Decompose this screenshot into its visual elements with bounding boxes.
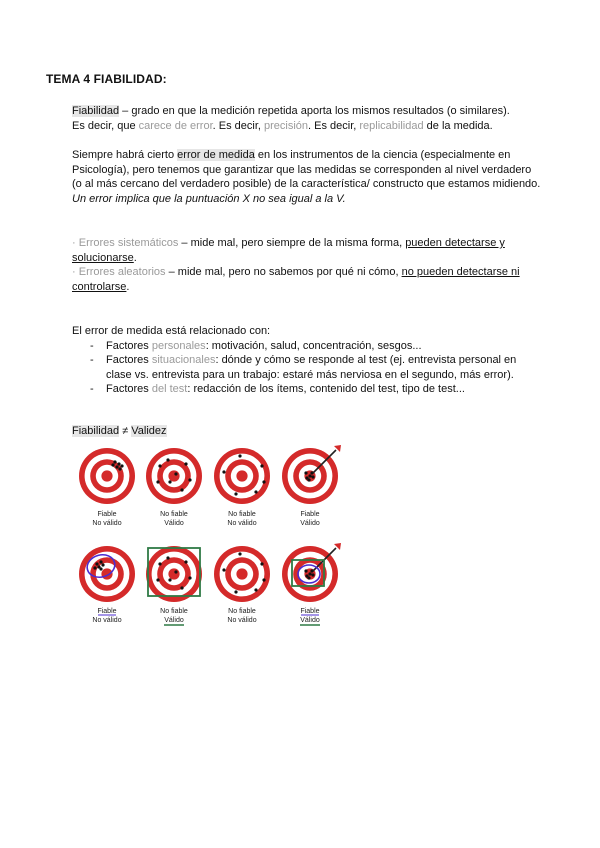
text-run: . Es decir, [212, 119, 264, 132]
text-run: : redacción de los ítems, contenido del test, tipo de test... [187, 383, 465, 395]
target-ring [168, 470, 179, 481]
target-label-validity: No válido [227, 520, 257, 527]
hit-dot [254, 588, 257, 591]
target-label-validity: No válido [92, 520, 122, 527]
targets-figure [72, 440, 352, 636]
target-label-validity: Válido [300, 520, 320, 527]
hit-dot [260, 562, 263, 565]
hit-dot [120, 464, 123, 467]
text-run: . Es decir, [308, 119, 360, 132]
hit-dot [222, 470, 225, 473]
hit-dot [184, 462, 187, 465]
text-run: en los instrumentos de la ciencia (especialmente en Psicología), pero tenemos que garantizar que las medidas se corresponden al nivel verdadero (o al más cercano del verdadero posible) de la característica/ constructo que estamos midiendo. [72, 149, 541, 190]
error-type-systematic [72, 236, 542, 265]
target-label-validity: No válido [227, 617, 257, 624]
term-error-de-medida: error de medida [177, 149, 255, 161]
target-label-reliability: Fiable [300, 511, 320, 518]
hit-dot [118, 467, 121, 470]
italic-note: Un error implica que la puntuación X no sea igual a la V. [72, 192, 346, 205]
target-label-reliability: No fiable [160, 608, 188, 615]
hit-dot [254, 490, 257, 493]
hit-dot [311, 475, 314, 478]
hit-dot [234, 590, 237, 593]
list-item [72, 339, 542, 354]
hit-dot [304, 471, 307, 474]
target-label-reliability: No fiable [228, 608, 256, 615]
hit-dot [307, 576, 310, 579]
target-1 [79, 448, 135, 527]
definition-paragraph [72, 104, 542, 133]
hit-dot [156, 480, 159, 483]
target-ring [236, 568, 247, 579]
error-type-random [72, 265, 542, 294]
term-validez: Validez [131, 425, 167, 437]
hit-dot [117, 462, 120, 465]
underlined-text: pueden detectarse y solucionarse [72, 237, 505, 264]
hit-dot [168, 480, 171, 483]
text-run: : dónde y cómo se responde al test (ej. entrevista personal en clase vs. entrevista para un trabajo: estaré más nerviosa en el segundo, más error). [106, 354, 517, 381]
hit-dot [111, 463, 114, 466]
text-run: Siempre habrá cierto [72, 149, 178, 161]
gray-term: Errores aleatorios [78, 266, 166, 278]
gray-term: precisión [264, 119, 309, 132]
target-label-validity: Válido [300, 617, 320, 624]
target-label-validity: Válido [164, 617, 184, 624]
text-run: Es decir, que [72, 119, 139, 132]
target-ring [101, 568, 112, 579]
hit-dot [308, 572, 311, 575]
hit-dot [166, 458, 169, 461]
text-run: : motivación, salud, concentración, sesgos... [205, 339, 422, 352]
bullet: · [72, 266, 79, 278]
gray-term: carece de error [138, 119, 213, 132]
error-types [72, 236, 542, 294]
text-run: Factores [106, 339, 152, 352]
target-ring [236, 470, 247, 481]
target-label-reliability: Fiable [300, 608, 320, 615]
target-ring [101, 470, 112, 481]
factors-intro: El error de medida está relacionado con: [72, 325, 271, 337]
hit-dot [238, 454, 241, 457]
factors-section [72, 324, 542, 397]
hit-dot [234, 492, 237, 495]
target-8 [282, 543, 341, 625]
page-title: TEMA 4 FIABILIDAD: [46, 72, 167, 86]
hit-dot [238, 552, 241, 555]
text-run: . [133, 251, 137, 264]
gray-term: personales [151, 339, 206, 352]
list-item [72, 382, 542, 397]
hit-dot [158, 562, 161, 565]
gray-term: Errores sistemáticos [78, 237, 179, 249]
hit-dot [311, 573, 314, 576]
comparison-heading [72, 424, 542, 439]
hit-dot [188, 478, 191, 481]
hit-dot [188, 576, 191, 579]
hit-dot [113, 460, 116, 463]
hit-dot [99, 567, 102, 570]
hit-dot [184, 560, 187, 563]
text-run: de la medida. [423, 119, 493, 132]
not-equal-symbol: ≠ [119, 425, 132, 437]
hit-dot [180, 488, 183, 491]
gray-term: situacionales [151, 354, 216, 366]
target-ring [168, 568, 179, 579]
list-item [72, 353, 542, 382]
term-fiabilidad: Fiabilidad [72, 105, 120, 117]
hit-dot [168, 578, 171, 581]
gray-term: replicabilidad [359, 119, 424, 132]
hit-dot [156, 578, 159, 581]
text-run: – mide mal, pero no sabemos por qué ni cómo, [165, 266, 402, 278]
hit-dot [308, 474, 311, 477]
target-2 [146, 448, 202, 527]
hit-dot [260, 464, 263, 467]
hit-dot [262, 480, 265, 483]
hit-dot [174, 472, 177, 475]
gray-term: del test [151, 383, 188, 395]
bullet: · [72, 237, 79, 249]
target-5 [79, 546, 135, 624]
hit-dot [93, 566, 96, 569]
target-7 [214, 546, 270, 624]
definition-text: – grado en que la medición repetida aporta los mismos resultados (o similares). [119, 105, 510, 117]
text-run: Factores [106, 383, 152, 395]
factors-list [72, 339, 542, 397]
target-3 [214, 448, 270, 527]
target-label-reliability: Fiable [97, 511, 117, 518]
hit-dot [166, 556, 169, 559]
hit-dot [262, 578, 265, 581]
hit-dot [307, 478, 310, 481]
target-4 [282, 445, 341, 527]
hit-dot [99, 560, 102, 563]
target-label-reliability: No fiable [228, 511, 256, 518]
error-paragraph [72, 148, 542, 206]
target-label-reliability: Fiable [97, 608, 117, 615]
text-run: . [126, 280, 130, 293]
hit-dot [304, 569, 307, 572]
target-label-validity: Válido [164, 520, 184, 527]
target-6 [146, 546, 202, 625]
underlined-text: no pueden detectarse ni controlarse [72, 266, 520, 293]
text-run: – mide mal, pero siempre de la misma forma, [178, 237, 406, 249]
term-fiabilidad: Fiabilidad [72, 425, 120, 437]
hit-dot [158, 464, 161, 467]
hit-dot [180, 586, 183, 589]
hit-dot [101, 563, 104, 566]
target-label-reliability: No fiable [160, 511, 188, 518]
hit-dot [174, 570, 177, 573]
hit-dot [115, 465, 118, 468]
target-label-validity: No válido [92, 617, 122, 624]
hit-dot [222, 568, 225, 571]
text-run: Factores [106, 354, 152, 366]
hit-dot [95, 562, 98, 565]
